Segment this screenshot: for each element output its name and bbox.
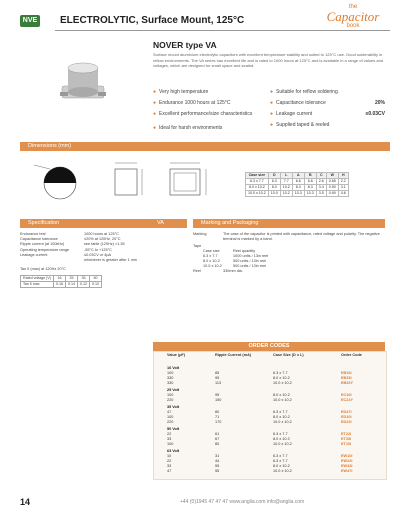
marking-value: 1000 units / 13in reel bbox=[233, 254, 269, 258]
feature-item bbox=[270, 100, 385, 111]
table-cell: 8.0 bbox=[268, 185, 280, 191]
brand-the: the bbox=[348, 4, 358, 10]
header-divider bbox=[55, 30, 390, 31]
feature-label: Supplied taped & reeled bbox=[276, 122, 330, 128]
feature-label: Excellent performance/size characteristics bbox=[159, 111, 253, 117]
order-case: 8.0 x 10.2 bbox=[273, 415, 290, 419]
order-value: 100 bbox=[167, 442, 174, 446]
order-value: 10 bbox=[167, 454, 172, 458]
marking-value: Reel quantity bbox=[233, 249, 256, 253]
capacitor-image bbox=[60, 62, 106, 100]
specification-header: Specification bbox=[20, 219, 142, 228]
order-case: 10.0 x 10.2 bbox=[273, 442, 292, 446]
feature-label: Capacitance tolerance bbox=[276, 100, 326, 106]
voltage-group-label: 35 Volt bbox=[167, 405, 180, 409]
order-case: 10.0 x 10.2 bbox=[273, 420, 292, 424]
table-header-cell: 16 bbox=[53, 276, 65, 282]
marking-value: The case of the capacitor is printed with capacitance, rated voltage and polarity. The negative terminal is marked by a band. bbox=[223, 232, 380, 241]
tan-delta-title: Tan δ (max) at 120Hz 20°C bbox=[20, 267, 66, 271]
voltage-group-label: 50 Volt bbox=[167, 427, 180, 431]
table-cell: 8.3 bbox=[292, 185, 304, 191]
order-ripple: 44 bbox=[215, 459, 220, 463]
spec-value: ±20% at 120Hz, 20°C bbox=[84, 237, 121, 242]
order-ripple: 55 bbox=[215, 469, 220, 473]
feature-item bbox=[270, 89, 385, 100]
table-header-cell: C bbox=[316, 173, 326, 179]
table-header-cell: 25 bbox=[65, 276, 77, 282]
table-cell: 0.14 bbox=[65, 282, 77, 288]
order-value: 22 bbox=[167, 432, 172, 436]
marking-value: 330mm dia. bbox=[223, 269, 243, 273]
order-value: 220 bbox=[167, 420, 174, 424]
order-case: 6.3 x 7.7 bbox=[273, 459, 288, 463]
table-cell: 8.3 bbox=[304, 185, 316, 191]
table-header-cell: Rated voltage (V) bbox=[21, 276, 54, 282]
order-code: EB16I bbox=[341, 371, 352, 375]
table-header-cell: B bbox=[304, 173, 316, 179]
table-cell: 6.3 x 7.7 bbox=[246, 179, 269, 185]
table-cell: 2.2 bbox=[338, 179, 348, 185]
marking-label: 10.0 x 10.2 bbox=[203, 264, 222, 268]
tan-delta-table bbox=[20, 275, 102, 288]
order-value: 22 bbox=[167, 459, 172, 463]
table-cell: 3.1 bbox=[338, 185, 348, 191]
capacitor-book-logo bbox=[318, 4, 388, 29]
order-codes-rows bbox=[153, 353, 385, 477]
features-left bbox=[153, 89, 263, 133]
table-cell: 7.7 bbox=[280, 179, 292, 185]
table-header-cell: Case size bbox=[246, 173, 269, 179]
table-header-cell: 35 bbox=[77, 276, 89, 282]
table-header-cell: 50 bbox=[89, 276, 101, 282]
table-header-cell: A bbox=[292, 173, 304, 179]
table-cell: 0.16 bbox=[53, 282, 65, 288]
brand-logo: NVE bbox=[20, 15, 40, 27]
table-cell: 10.0 x 10.2 bbox=[246, 191, 269, 197]
marking-label: Reel bbox=[193, 269, 201, 273]
marking-row bbox=[193, 232, 385, 242]
col-head-case: Case Size (D x L) bbox=[273, 353, 304, 357]
order-codes-header: ORDER CODES bbox=[153, 342, 385, 351]
table-cell: 3.5 bbox=[316, 191, 326, 197]
spec-label: Capacitance tolerance bbox=[20, 237, 58, 242]
order-code: EW47I bbox=[341, 469, 353, 473]
brand-name: Capacitor bbox=[326, 9, 380, 24]
table-cell: 6.3 bbox=[268, 179, 280, 185]
table-header-row bbox=[246, 173, 349, 179]
marking-value: 500 units / 13in reel bbox=[233, 259, 267, 263]
feature-label: Endurance 1000 hours at 125°C bbox=[159, 100, 231, 106]
table-cell: 0.90 bbox=[326, 185, 338, 191]
order-code: EB33Y bbox=[341, 381, 354, 385]
marking-row bbox=[193, 269, 385, 274]
voltage-group-label: 63 Volt bbox=[167, 449, 180, 453]
feature-label: Very high temperature bbox=[159, 89, 209, 95]
table-header-cell: L bbox=[280, 173, 292, 179]
feature-item bbox=[153, 125, 263, 133]
spec-value: ≤0.03CV or 4µA bbox=[84, 252, 112, 257]
table-cell: 8.0 x 10.2 bbox=[246, 185, 269, 191]
order-code: ET22I bbox=[341, 432, 352, 436]
order-ripple: 150 bbox=[215, 398, 222, 402]
order-value: 220 bbox=[167, 398, 174, 402]
specification-list bbox=[20, 232, 190, 263]
order-case: 8.0 x 10.2 bbox=[273, 464, 290, 468]
order-value: 100 bbox=[167, 371, 174, 375]
table-cell: Tan δ max bbox=[21, 282, 54, 288]
col-head-value: Value (µF) bbox=[167, 353, 186, 357]
order-value: 47 bbox=[167, 410, 172, 414]
feature-label: Ideal for harsh environments bbox=[159, 125, 223, 131]
feature-item bbox=[153, 89, 263, 100]
voltage-group-label: 25 Volt bbox=[167, 388, 180, 392]
order-case: 6.3 x 7.7 bbox=[273, 432, 288, 436]
table-cell: 6.6 bbox=[304, 179, 316, 185]
marking-label: 6.3 x 7.7 bbox=[203, 254, 218, 258]
feature-item bbox=[153, 100, 263, 111]
feature-value: 20% bbox=[374, 100, 385, 106]
order-ripple: 61 bbox=[215, 432, 220, 436]
order-ripple: 95 bbox=[215, 393, 220, 397]
order-value: 47 bbox=[167, 469, 172, 473]
table-header-cell: W bbox=[326, 173, 338, 179]
bullet-icon: ● bbox=[270, 100, 274, 106]
table-row bbox=[246, 185, 349, 191]
order-value: 100 bbox=[167, 393, 174, 397]
spec-label: Operating temperature range bbox=[20, 247, 69, 252]
order-code: EC22Y bbox=[341, 398, 354, 402]
features-right bbox=[270, 89, 385, 133]
spec-value: see table (120Hz) ×1.35 bbox=[84, 242, 125, 247]
order-code: EC10I bbox=[341, 393, 352, 397]
order-code: EW33I bbox=[341, 464, 353, 468]
marking-list bbox=[193, 232, 385, 274]
order-ripple: 80 bbox=[215, 442, 220, 446]
feature-label: Suitable for reflow soldering bbox=[276, 89, 338, 95]
order-case: 10.0 x 10.2 bbox=[273, 469, 292, 473]
brand-book: book bbox=[346, 23, 360, 29]
table-row bbox=[21, 282, 102, 288]
bullet-icon: ● bbox=[153, 125, 157, 131]
spec-row bbox=[20, 258, 190, 263]
bullet-icon: ● bbox=[153, 100, 157, 106]
table-cell: 3.4 bbox=[316, 185, 326, 191]
bullet-icon: ● bbox=[270, 111, 274, 117]
order-ripple: 85 bbox=[215, 371, 220, 375]
order-ripple: 67 bbox=[215, 437, 220, 441]
bullet-icon: ● bbox=[270, 89, 274, 95]
order-case: 8.0 x 10.2 bbox=[273, 376, 290, 380]
order-ripple: 31 bbox=[215, 454, 220, 458]
marking-value: 500 units / 13in reel bbox=[233, 264, 267, 268]
order-code: ET10I bbox=[341, 442, 352, 446]
order-case: 6.3 x 7.7 bbox=[273, 454, 288, 458]
bullet-icon: ● bbox=[270, 122, 274, 128]
marking-label: 8.0 x 10.2 bbox=[203, 259, 220, 263]
order-code: ED47I bbox=[341, 410, 352, 414]
order-code: EB33I bbox=[341, 376, 352, 380]
table-header-cell: D bbox=[268, 173, 280, 179]
order-case: 8.0 x 10.2 bbox=[273, 393, 290, 397]
spec-label: Endurance test bbox=[20, 232, 46, 236]
order-case: 6.3 x 7.7 bbox=[273, 371, 288, 375]
order-case: 10.0 x 10.2 bbox=[273, 381, 292, 385]
marking-label: Marking bbox=[193, 232, 207, 236]
feature-value: ≤0.03CV bbox=[365, 111, 385, 117]
order-case: 6.3 x 7.7 bbox=[273, 410, 288, 414]
order-value: 33 bbox=[167, 437, 172, 441]
table-cell: 2.6 bbox=[316, 179, 326, 185]
order-code: EW10I bbox=[341, 454, 353, 458]
table-cell: 4.6 bbox=[338, 191, 348, 197]
dimension-drawing bbox=[20, 155, 240, 205]
product-subtitle: NOVER type VA bbox=[153, 40, 217, 50]
marking-label: Tape bbox=[193, 244, 202, 248]
table-cell: 10.3 bbox=[292, 191, 304, 197]
marking-header: Marking and Packaging bbox=[193, 219, 385, 228]
specification-header-value: VA bbox=[134, 219, 187, 228]
spec-value: whichever is greater after 1 min bbox=[84, 258, 137, 263]
spec-label: Leakage current bbox=[20, 252, 48, 257]
table-cell: 10.3 bbox=[304, 191, 316, 197]
feature-item bbox=[153, 111, 263, 125]
order-ripple: 95 bbox=[215, 376, 220, 380]
bullet-icon: ● bbox=[153, 111, 157, 117]
table-cell: 10.2 bbox=[280, 191, 292, 197]
table-header-cell: H bbox=[338, 173, 348, 179]
footer-contact: +44 (0)1945 47 47 47 www.anglia.com info@anglia.com bbox=[180, 499, 305, 505]
order-code: EW22I bbox=[341, 459, 353, 463]
order-code: ET33I bbox=[341, 437, 352, 441]
order-ripple: 71 bbox=[215, 415, 220, 419]
order-code: ED22I bbox=[341, 420, 352, 424]
table-cell: 0.12 bbox=[77, 282, 89, 288]
feature-item bbox=[270, 122, 385, 133]
order-ripple: 113 bbox=[215, 381, 222, 385]
table-row bbox=[246, 179, 349, 185]
order-value: 330 bbox=[167, 376, 174, 380]
order-ripple: 55 bbox=[215, 464, 220, 468]
bullet-icon: ● bbox=[153, 89, 157, 95]
order-ripple: 80 bbox=[215, 410, 220, 414]
table-cell: 0.65 bbox=[326, 179, 338, 185]
spec-value: 1000 hours at 125°C bbox=[84, 232, 119, 236]
table-cell: 0.10 bbox=[89, 282, 101, 288]
order-value: 33 bbox=[167, 464, 172, 468]
table-cell: 0.90 bbox=[326, 191, 338, 197]
order-case: 8.0 x 10.2 bbox=[273, 437, 290, 441]
spec-value: -55°C to +125°C bbox=[84, 247, 112, 252]
col-head-ripple: Ripple Current (mA) bbox=[215, 353, 252, 357]
page-number: 14 bbox=[20, 497, 31, 507]
order-code: ED10I bbox=[341, 415, 352, 419]
dimensions-table bbox=[245, 172, 349, 197]
feature-item bbox=[270, 111, 385, 122]
table-cell: 6.6 bbox=[292, 179, 304, 185]
order-value: 100 bbox=[167, 415, 174, 419]
order-ripple: 170 bbox=[215, 420, 222, 424]
order-value: 330 bbox=[167, 381, 174, 385]
table-row bbox=[246, 191, 349, 197]
page-title: ELECTROLYTIC, Surface Mount, 125°C bbox=[60, 15, 245, 26]
table-cell: 10.0 bbox=[268, 191, 280, 197]
table-cell: 10.2 bbox=[280, 185, 292, 191]
col-head-code: Order Code bbox=[341, 353, 362, 357]
order-case: 10.0 x 10.2 bbox=[273, 398, 292, 402]
spec-label bbox=[20, 258, 84, 263]
dimensions-header: Dimensions (mm) bbox=[20, 142, 390, 151]
feature-label: Leakage current bbox=[276, 111, 313, 117]
product-intro: Surface mount aluminium electrolytic capacitors with excellent temperature stability and suited to 125°C use. Good solderability in reflow environments. The VA series has excellent life and is rated to 1000 hours at 125°C and is available in a range of values and voltages, which are designed for small space and sealed. bbox=[153, 52, 384, 69]
voltage-group-label: 16 Volt bbox=[167, 366, 180, 370]
marking-label: Case size bbox=[203, 249, 220, 253]
spec-label: Ripple current (at 100kHz) bbox=[20, 242, 65, 247]
